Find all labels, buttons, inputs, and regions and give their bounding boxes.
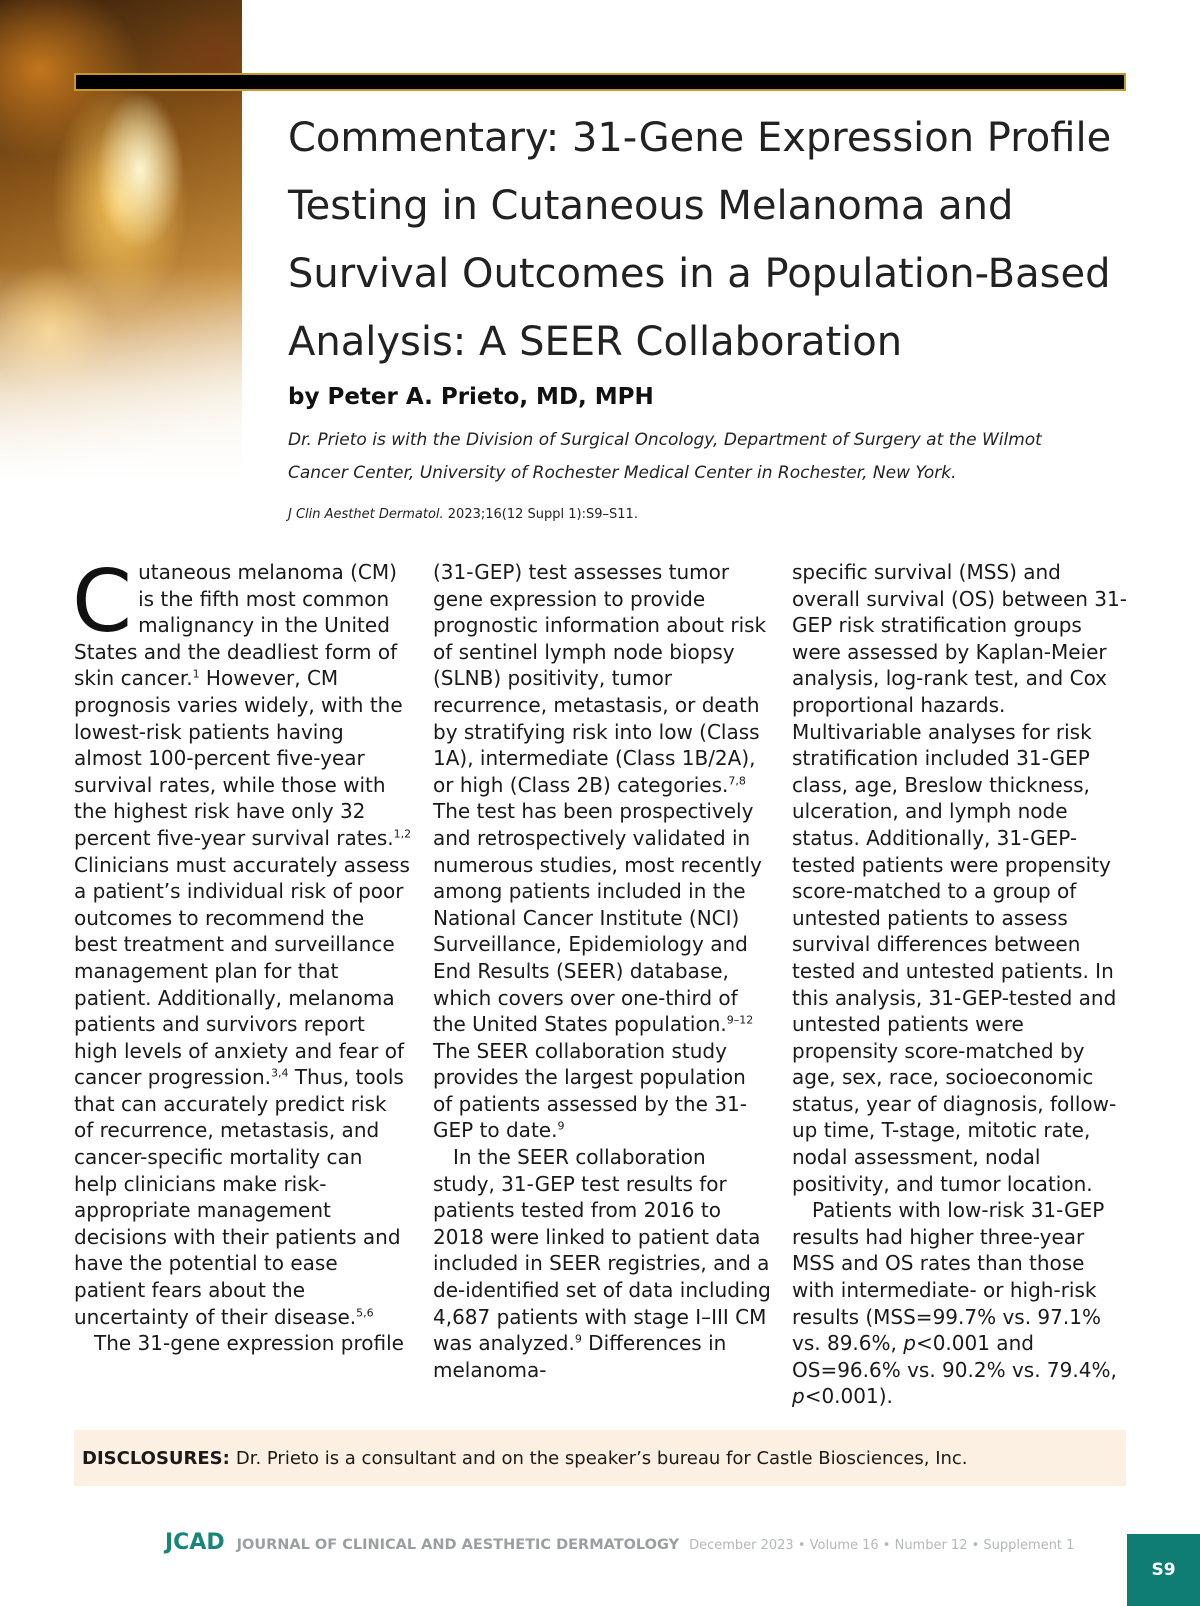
paragraph [792, 1197, 1132, 1410]
author-byline: by Peter A. Prieto, MD, MPH [288, 384, 654, 410]
text-run: In the SEER collaboration study, 31-GEP test results for patients tested from 2016 to 2018 were linked to patient data included in SEER registries, and a de-identified set of data including 4,687 patients with stage I–III CM was analyzed. [433, 1145, 771, 1356]
drop-cap: C [72, 552, 133, 652]
citation-line [288, 507, 638, 522]
body-column-1 [72, 552, 412, 1357]
text-run: <0.001 and OS=96.6% vs. 90.2% vs. 79.4%, [792, 1331, 1117, 1382]
journal-logo: JCAD [165, 1530, 225, 1555]
p-value-symbol: p [903, 1331, 916, 1356]
citation-ref: 7,8 [728, 774, 746, 788]
citation-ref: 3,4 [270, 1066, 289, 1080]
disclosures-box [74, 1430, 1126, 1486]
text-run: Clinicians must accurately assess a patient’s individual risk of poor outcomes to recommend the best treatment and surveillance management plan for that patient. Additionally, melanoma patients and survivors report high levels of anxiety and fear of cancer progression. [74, 852, 410, 1090]
citation-ref: 1 [192, 667, 200, 681]
text-run: However, CM prognosis varies widely, with the lowest-risk patients having almost 100-percent five-year survival rates, while those with the highest risk have only 32 percent five-year survival rates. [74, 666, 403, 850]
paragraph [433, 559, 771, 1144]
journal-name: JOURNAL OF CLINICAL AND AESTHETIC DERMATOLOGY [236, 1537, 680, 1553]
body-column-3 [792, 559, 1132, 1410]
text-run: <0.001). [804, 1384, 893, 1409]
paragraph: The 31-gene expression profile [94, 1331, 404, 1356]
text-run: Patients with low-risk 31-GEP results had higher three-year MSS and OS rates than those with intermediate- or high-risk results (MSS=99.7% vs. 97.1% vs. 89.6%, [792, 1198, 1105, 1356]
citation-ref: 5,6 [356, 1305, 374, 1319]
paragraph [72, 552, 412, 1330]
citation-ref: 9–12 [726, 1013, 754, 1027]
citation-ref: 9 [557, 1119, 565, 1133]
paragraph: specific survival (MSS) and overall survival (OS) between 31-GEP risk stratification groups were assessed by Kaplan-Meier analysis, log-rank test, and Cox proportional hazards. Multivariable analyses for risk stratification included 31-GEP class, age, Breslow thickness, ulceration, and lymph node status. Additionally, 31-GEP-tested patients were propensity score-matched to a group of untested patients to assess survival differences between tested and untested patients. In this analysis, 31-GEP-tested and untested patients were propensity score-matched by age, sex, race, socioeconomic status, year of diagnosis, follow-up time, T-stage, mitotic rate, nodal assessment, nodal positivity, and tumor location. [792, 560, 1127, 1196]
text-run: Differences in melanoma- [433, 1331, 727, 1382]
article-title: Commentary: 31-Gene Expression Profile Testing in Cutaneous Melanoma and Survival Outcomes in a Population-Based Analysis: A SEER Collaboration [288, 115, 1112, 365]
citation-ref: 9 [574, 1332, 582, 1346]
header-fire-image [0, 0, 242, 480]
p-value-symbol: p [792, 1384, 805, 1409]
disclosures-text: Dr. Prieto is a consultant and on the speaker’s bureau for Castle Biosciences, Inc. [235, 1447, 968, 1469]
text-run: Thus, tools that can accurately predict risk of recurrence, metastasis, and cancer-specific mortality can help clinicians make risk-appropriate management decisions with their patients and have the potential to ease patient fears about the uncertainty of their disease. [74, 1065, 404, 1329]
text-run: The test has been prospectively and retrospectively validated in numerous studies, most recently among patients included in the National Cancer Institute (NCI) Surveillance, Epidemiology and End Results (SEER) database, which covers over one-third of the United States population. [433, 799, 762, 1037]
page-footer [165, 1530, 1074, 1555]
citation-journal: J Clin Aesthet Dermatol. [288, 507, 444, 522]
issue-info: December 2023 • Volume 16 • Number 12 • Supplement 1 [689, 1538, 1075, 1553]
page-number: S9 [1127, 1534, 1200, 1606]
paragraph [433, 1144, 771, 1383]
text-run: (31-GEP) test assesses tumor gene expression to provide prognostic information about risk of sentinel lymph node biopsy (SLNB) positivity, tumor recurrence, metastasis, or death by stratifying risk into low (Class 1A), intermediate (Class 1B/2A), or high (Class 2B) categories. [433, 560, 767, 797]
body-column-2 [433, 559, 771, 1383]
text-run: The SEER collaboration study provides the largest population of patients assessed by the 31-GEP to date. [433, 1038, 747, 1143]
author-affiliation: Dr. Prieto is with the Division of Surgical Oncology, Department of Surgery at the Wilmot Cancer Center, University of Rochester Medical Center in Rochester, New York. [288, 430, 1042, 483]
text-run: utaneous melanoma (CM) is the fifth most common malignancy in the United States and the deadliest form of skin cancer. [74, 560, 398, 691]
header-rule-bar [74, 73, 1126, 91]
citation-details: 2023;16(12 Suppl 1):S9–S11. [443, 507, 638, 522]
disclosures-label: DISCLOSURES: [82, 1447, 230, 1469]
citation-ref: 1,2 [393, 827, 412, 841]
